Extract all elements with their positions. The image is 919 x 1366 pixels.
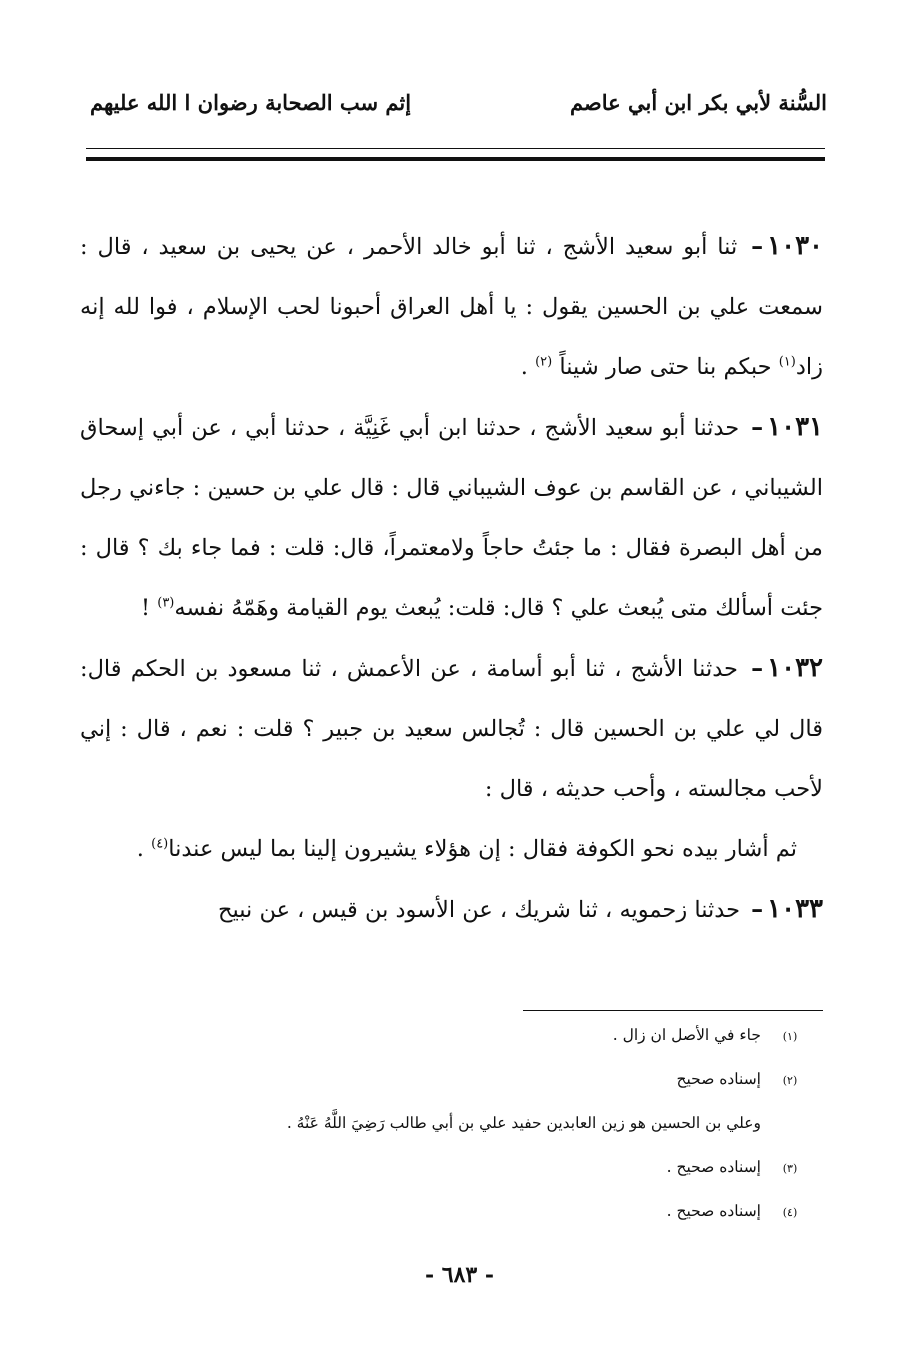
footnote-separator <box>523 1010 823 1011</box>
footnote-ref: (١) <box>778 354 796 370</box>
hadith-continuation: ثم أشار بيده نحو الكوفة فقال : إن هؤلاء يشيرون إلينا بما ليس عندنا$^{(٤)}$ . <box>136 836 797 862</box>
hadith-number: ١٠٣١ <box>767 412 823 442</box>
footnote-mark: (٣) <box>782 1162 798 1175</box>
footnote-item <box>100 1026 819 1070</box>
footnote-mark: (٢) <box>782 1074 798 1087</box>
hadith-number: ١٠٣٢ <box>767 653 823 683</box>
footnote-ref: (٢) <box>535 354 553 370</box>
footnotes <box>100 1026 819 1246</box>
footnote-text: جاء في الأصل ان زال . <box>612 1026 761 1044</box>
footnote-text: إسناده صحيح . <box>666 1158 761 1176</box>
hadith-entry-1030: ١٠٣٠– ثنا أبو سعيد الأشج ، ثنا أبو خالد الأحمر ، عن يحيى بن سعيد ، قال : سمعت علي بن الحسين يقول : يا أهل العراق أحبونا لحب الإسلام ، فوا لله إنه زاد$^{(١)}$ حبكم بنا حتى صار شيناً $^{(٢)}$ . <box>80 231 823 380</box>
chapter-title: إثم سب الصحابة رضوان ا الله عليهم <box>90 89 412 115</box>
hadith-text: حدثنا زحمويه ، ثنا شريك ، عن الأسود بن قيس ، عن نبيح <box>217 897 740 923</box>
hadith-text: حدثنا الأشج ، ثنا أبو أسامة ، عن الأعمش ، ثنا مسعود بن الحكم قال: قال لي علي بن الحسين قال : تُجالس سعيد بن جبير ؟ قلت : نعم ، قال : إني لأحب مجالسته ، وأحب حديثه ، قال : <box>80 656 823 802</box>
hadith-text: حدثنا أبو سعيد الأشج ، حدثنا ابن أبي غَنِيَّة ، حدثنا أبي ، عن أبي إسحاق الشيباني ، عن القاسم بن عوف الشيباني قال : قال علي بن حسين : جاءني رجل من أهل البصرة فقال : ما جئتُ حاجاً ولامعتمراً، قال: قلت : فما جاء بك ؟ قال : جئت أسألك متى يُبعث علي ؟ قال: قلت: يُبعث يوم القيامة وهَمّهُ نفسه <box>80 415 823 621</box>
hadith-entry-1033: ١٠٣٣– حدثنا زحمويه ، ثنا شريك ، عن الأسود بن قيس ، عن نبيح <box>217 894 823 924</box>
page-number: - ٦٨٣ - <box>424 1262 495 1288</box>
footnote-item <box>100 1114 819 1158</box>
hadith-text: حبكم بنا حتى صار شيناً <box>552 354 779 380</box>
hadith-text: ثم أشار بيده نحو الكوفة فقال : إن هؤلاء يشيرون إلينا بما ليس عندنا <box>168 836 797 862</box>
footnote-item <box>100 1158 819 1202</box>
hadith-entry-1031: ١٠٣١– حدثنا أبو سعيد الأشج ، حدثنا ابن أبي غَنِيَّة ، حدثنا أبي ، عن أبي إسحاق الشيباني ، عن القاسم بن عوف الشيباني قال : قال علي بن حسين : جاءني رجل من أهل البصرة فقال : ما جئتُ حاجاً ولامعتمراً، قال: قلت : فما جاء بك ؟ قال : جئت أسألك متى يُبعث علي ؟ قال: قلت: يُبعث يوم القيامة وهَمّهُ نفسه$^{(٣)}$ ! <box>80 412 823 621</box>
hadith-entry-1032: ١٠٣٢– حدثنا الأشج ، ثنا أبو أسامة ، عن الأعمش ، ثنا مسعود بن الحكم قال: قال لي علي بن الحسين قال : تُجالس سعيد بن جبير ؟ قلت : نعم ، قال : إني لأحب مجالسته ، وأحب حديثه ، قال : <box>80 653 823 802</box>
main-text <box>80 216 823 940</box>
footnote-ref: (٤) <box>151 836 169 852</box>
header-rule-thick <box>86 157 825 161</box>
header-rule-thin <box>86 148 825 149</box>
footnote-mark: (١) <box>782 1030 798 1043</box>
footnote-ref: (٣) <box>157 595 175 611</box>
book-title: السُّنة لأبي بكر ابن أبي عاصم <box>569 89 827 115</box>
footnote-item <box>100 1202 819 1246</box>
hadith-text: ثنا أبو سعيد الأشج ، ثنا أبو خالد الأحمر ، عن يحيى بن سعيد ، قال : سمعت علي بن الحسين يقول : يا أهل العراق أحبونا لحب الإسلام ، فوا لله إنه زاد <box>80 234 823 380</box>
running-header <box>90 80 827 124</box>
footnote-text: إسناده صحيح . <box>666 1202 761 1220</box>
hadith-number: ١٠٣٠ <box>767 231 823 261</box>
footnote-mark: (٤) <box>782 1206 798 1219</box>
footnote-text: إسناده صحيح <box>676 1070 761 1088</box>
footnote-text: وعلي بن الحسين هو زين العابدين حفيد علي بن أبي طالب رَضِيَ اللَّهُ عَنْهُ . <box>286 1114 761 1132</box>
footnote-item <box>100 1070 819 1114</box>
hadith-number: ١٠٣٣ <box>767 894 823 924</box>
